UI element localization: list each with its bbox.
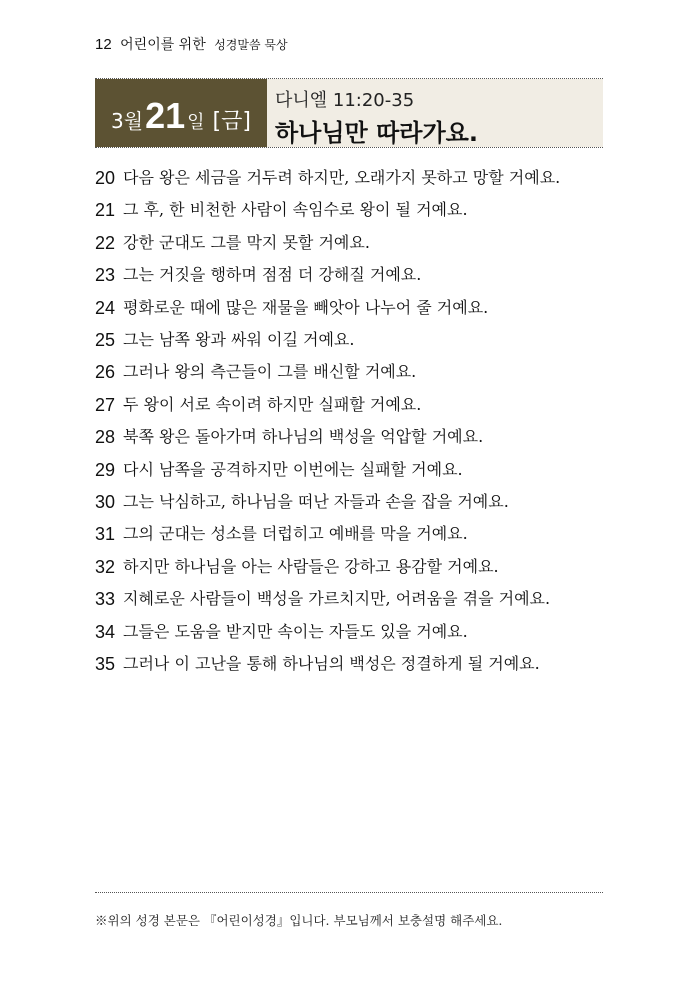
footer-divider (95, 892, 603, 893)
verse-text: 그러나 왕의 측근들이 그를 배신할 거예요. (123, 362, 417, 382)
verse-text: 북쪽 왕은 돌아가며 하나님의 백성을 억압할 거예요. (123, 427, 484, 447)
verse-text: 강한 군대도 그를 막지 못할 거예요. (123, 232, 370, 252)
verse-item (95, 648, 605, 680)
verse-number: 21 (95, 200, 116, 221)
verse-number: 34 (95, 621, 116, 642)
date-weekday: [금] (212, 109, 251, 134)
devotion-title: 하나님만 따라가요. (275, 119, 478, 147)
verse-text: 그러나 이 고난을 통해 하나님의 백성은 정결하게 될 거예요. (123, 654, 540, 674)
devotion-header (95, 78, 603, 148)
verse-text: 그의 군대는 성소를 더럽히고 예배를 막을 거예요. (123, 524, 468, 544)
verse-item (95, 194, 605, 226)
verse-text: 그는 남쪽 왕과 싸워 이길 거예요. (123, 330, 355, 350)
verse-text: 그들은 도움을 받지만 속이는 자들도 있을 거예요. (123, 621, 468, 641)
date-box (95, 79, 267, 147)
verse-item (95, 454, 605, 486)
verse-text: 다시 남쪽을 공격하지만 이번에는 실패할 거예요. (123, 459, 463, 479)
verse-text: 그는 낙심하고, 하나님을 떠난 자들과 손을 잡을 거예요. (123, 492, 509, 512)
title-box (267, 79, 603, 147)
verse-text: 그는 거짓을 행하며 점점 더 강해질 거예요. (123, 265, 422, 285)
verse-item (95, 616, 605, 648)
verse-list (95, 162, 605, 681)
verse-number: 25 (95, 330, 116, 351)
verse-item (95, 356, 605, 388)
verse-item (95, 324, 605, 356)
verse-item (95, 583, 605, 615)
verse-item (95, 551, 605, 583)
verse-text: 지혜로운 사람들이 백성을 가르치지만, 어려움을 겪을 거예요. (123, 589, 551, 609)
verse-item (95, 421, 605, 453)
verse-text: 두 왕이 서로 속이려 하지만 실패할 거예요. (123, 394, 422, 414)
book-title: 어린이를 위한 (120, 37, 206, 53)
date-month: 3월 (111, 109, 144, 133)
date-day-suffix: 일 (187, 112, 205, 133)
verse-item (95, 486, 605, 518)
verse-number: 33 (95, 589, 116, 610)
verse-number: 22 (95, 232, 116, 253)
verse-item (95, 518, 605, 550)
running-head (95, 34, 288, 54)
verse-number: 23 (95, 265, 116, 286)
date-day: 21 (145, 95, 186, 136)
scripture-reference: 다니엘 11:20-35 (275, 90, 415, 111)
verse-number: 32 (95, 556, 116, 577)
footnote: ※위의 성경 본문은 『어린이성경』입니다. 부모님께서 보충설명 해주세요. (95, 913, 503, 928)
verse-number: 30 (95, 492, 116, 513)
page-number: 12 (95, 36, 112, 53)
verse-number: 35 (95, 654, 116, 675)
verse-number: 20 (95, 168, 116, 188)
verse-number: 27 (95, 394, 116, 415)
verse-text: 평화로운 때에 많은 재물을 빼앗아 나누어 줄 거예요. (123, 297, 489, 317)
verse-item (95, 227, 605, 259)
verse-number: 26 (95, 362, 116, 383)
verse-item (95, 292, 605, 324)
verse-text: 그 후, 한 비천한 사람이 속임수로 왕이 될 거예요. (123, 200, 468, 220)
verse-number: 24 (95, 297, 116, 318)
verse-number: 31 (95, 524, 116, 545)
verse-number: 28 (95, 427, 116, 448)
verse-item (95, 259, 605, 291)
verse-number: 29 (95, 459, 116, 480)
verse-item (95, 389, 605, 421)
verse-text: 다음 왕은 세금을 거두려 하지만, 오래가지 못하고 망할 거예요. (123, 168, 561, 187)
verse-item (95, 162, 605, 194)
verse-text: 하지만 하나님을 아는 사람들은 강하고 용감할 거예요. (123, 556, 499, 576)
book-subtitle: 성경말씀 묵상 (214, 38, 288, 52)
